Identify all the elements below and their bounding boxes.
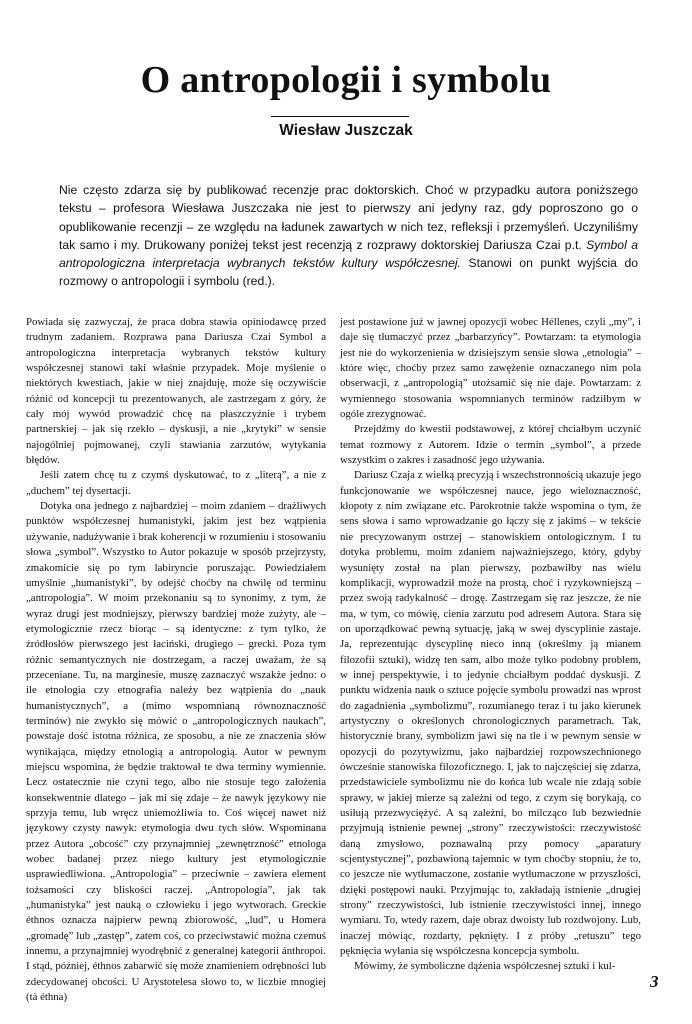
paragraph: Powiada się zazwyczaj, że praca dobra stawia opiniodawcę przed trudnym zadaniem. Rozprawa pana Dariusza Czai Symbol a antropologiczna interpretacja wybranych tekstów kultury współczesnej stanowi taki właśnie przypadek. Moje myślenie o niektórych kwestiach, jakie w niej znajduję, może się oczywiście różnić od koncepcji tu prezentowanych, ale zastrzegam z góry, że cały mój wywód prowadzić chcę na płaszczyźnie i trybem partnerskiej – jak się rzekło – dyskusji, a nie „krytyki” w sensie najogólniej pojmowanej, czyli stawiania zarzutów, wytykania błędów. bbox=[26, 316, 326, 467]
paragraph: jest postawione już w jawnej opozycji wobec Héllenes, czyli „my”, i daje się tłumaczyć przez „barbarzyńcy”. Powtarzam: ta etymologia jest nie do wykorzenienia w dzisiejszym sensie słowa „etnologia” – które więc, choćby przez samo zawężenie oznaczanego nim pola obserwacji, z „antropologią” utożsamić się nie daje. Powtarzam: z wymiennego stosowania wspomnianych terminów radziłbym w ogóle zrezygnować. bbox=[340, 316, 641, 421]
article-author: Wiesław Juszczak bbox=[279, 122, 413, 139]
title-divider bbox=[271, 116, 409, 117]
intro-text-after: Stanowi on punkt wyjścia do rozmowy o antropologii i symbolu (red.). bbox=[59, 256, 638, 289]
paragraph: Przejdźmy do kwestii podstawowej, z której chciałbym uczynić temat rozmowy z Autorem. Idzie o termin „symbol”, a przede wszystkim o zakres i zasadność jego używania. bbox=[340, 423, 641, 467]
right-column bbox=[340, 315, 641, 975]
paragraph: Dariusz Czaja z wielką precyzją i wszechstronnością ukazuje jego funkcjonowanie we współczesnej nauce, jego wieloznaczność, kłopoty z nim związane etc. Parokrotnie także wspomina o tym, że sens słowa i samo wprowadzanie go łączy się z jakimś – w tekście nie precyzowanym ostrzej – stanowiskiem ontologicznym. I tu dotyka problemu, moim zdaniem najważniejszego, który, gdyby wysunięty został na plan pierwszy, pozbawiłby nas wielu komplikacji, wyprowadził może na prostą, choć i ryzykowniejszą – przez swoją radykalność – drogę. Zastrzegam się raz jeszcze, że nie ma, w tym, co mówię, cienia zarzutu pod adresem Autora. Stara się on uporządkować pewną sytuację, jaką w swej dyscyplinie zastaje. Ja, reprezentując dyscyplinę nieco inną (określmy ją mianem filozofii sztuki), widzę ten sam, albo może tylko podobny problem, w innej perspektywie, i to jedynie chciałbym poddać dyskusji. Z punktu widzenia nauk o sztuce pojęcie symbolu prowadzi nas wprost do zagadnienia „symbolizmu”, rozumianego teraz i tu jako kierunek artystyczny o określonych chronologicznych parametrach. Tak, historycznie brany, symbolizm jawi się na tle i w pewnym sensie w opozycji do pozytywizmu, jako najbardziej rozpowszechnionego ówcześnie stanowiska filozoficznego. I, jak to najczęściej się zdarza, przedstawiciele symbolizmu nie do końca lub wcale nie zdają sobie sprawy, w jakiej mierze są zależni od tego, z czym się borykają, co usiłują przezwyciężyć. A są zależni, bo milcząco lub bezwiednie przyjmują istnienie pewnej „strony” rzeczywistości: rzeczywistość daną zmysłowo, poznawalną przy pomocy „aparatury scjentystycznej”, pozbawioną tajemnic w tym choćby stopniu, że to, co jeszcze nie wytłumaczone, zostanie wytłumaczone w przyszłości, dzięki postępowi nauki. Przyjmując to, zakładają istnienie „drugiej strony” rzeczywistości, lub istnienie rzeczywistości innej, innego wymiaru. To, wtedy razem, daje obraz dwoisty lub rozdwojony. Lub, inaczej mówiąc, rozdarty, pęknięty. I z próby „retuszu” tego pęknięcia wyłania się współczesna koncepcja symbolu. bbox=[340, 469, 641, 958]
paragraph: Jeśli zatem chcę tu z czymś dyskutować, to z „literą”, a nie z „duchem” tej dysertacji. bbox=[26, 469, 326, 497]
intro-book-title: Symbol a antropologiczna interpretacja wybranych tekstów kultury współczesnej. bbox=[59, 237, 638, 271]
article-title: O antropologii i symbolu bbox=[140, 59, 552, 101]
intro-text-before: Nie często zdarza się by publikować recenzje prac doktorskich. Choć w przypadku autora poniższego tekstu – profesora Wiesława Juszczaka nie jest to pierwszy ani jedyny raz, gdy poproszono go o opublikowanie recenzji – ze względu na ładunek zawartych w nich tez, refleksji i przemyśleń. Uczyniliśmy tak samo i my. Drukowany poniżej tekst jest recenzją z rozprawy doktorskiej Dariusza Czai p.t. bbox=[59, 183, 638, 252]
page-number: 3 bbox=[650, 972, 659, 991]
paragraph: Dotyka ona jednego z najbardziej – moim zdaniem – drażliwych punktów współczesnej humanistyki, jakim jest bez wątpienia używanie, nadużywanie i brak koherencji w rozumieniu i stosowaniu słowa „symbol”. Wszystko to Autor pokazuje w sposób przejrzysty, zmakomicie się po tym labiryncie poruszając. Powiedziałem umyślnie „humanistyki”, by odejść choćby na chwilę od terminu „antropologia”. W moim przekonaniu są to synonimy, z tym, że wyraz drugi jest modniejszy, pierwszy bardziej może zużyty, ale – etymologicznie rzecz biorąc – są identyczne: z tym tylko, że źródłosłów pierwszego jest łaciński, drugiego – grecki. Poza tym różnic semantycznych nie dostrzegam, a raczej uważam, że są przeceniane. Tu, na marginesie, muszę zaznaczyć wszakże jedno: o ile etnologia czy etnografia należy bez wątpienia do „nauk humanistycznych”, a (mimo wspomnianą równoznaczność terminów) nie zwykło się mówić o „antropologicznych naukach”, powstaje dość istotna różnica, ze sposobu, a nie ze znaczenia słów wynikająca, między etnologią a antropologią. Autor w pewnym miejscu wspomina, że będzie traktował te dwa terminy wymiennie. Lecz ostatecznie nie czyni tego, albo nie stosuje tego założenia konsekwentnie dlatego – jak mi się zdaje – że nawyk językowy nie sprzyja temu, lub wręcz uniemożliwia to. Coś więcej nawet niż językowy czysty nawyk: etymologia dwu tych słów. Wspominana przez Autora „obcość” czy przynajmniej „zewnętrzność” etnologa wobec badanej przez niego kultury jest etymologicznie usprawiedliwiona. „Antropologia” – przeciwnie – zawiera element tożsamości czy bliskości raczej. „Antropologia”, jak tak „humanistyka” jest nauką o człowieku i jego wytworach. Greckie éthnos oznacza najpierw pewną zbiorowość, „lud”, u Homera „gromadę” lub „zastęp”, zatem coś, co przeciwstawić można czemuś innemu, a przynajmniej wyodrębnić z generalnej kategorii ánthropoi. I stąd, później, éthnos zabarwić się może znamieniem odrębności lub zdecydowanej obcości. U Arystotelesa słowo to, w liczbie mnogiej (tà éthna) bbox=[26, 500, 326, 1004]
left-column bbox=[26, 315, 326, 1005]
editorial-intro bbox=[59, 181, 638, 291]
paragraph: Mówimy, że symboliczne dążenia współczesnej sztuki i kul- bbox=[354, 960, 616, 973]
